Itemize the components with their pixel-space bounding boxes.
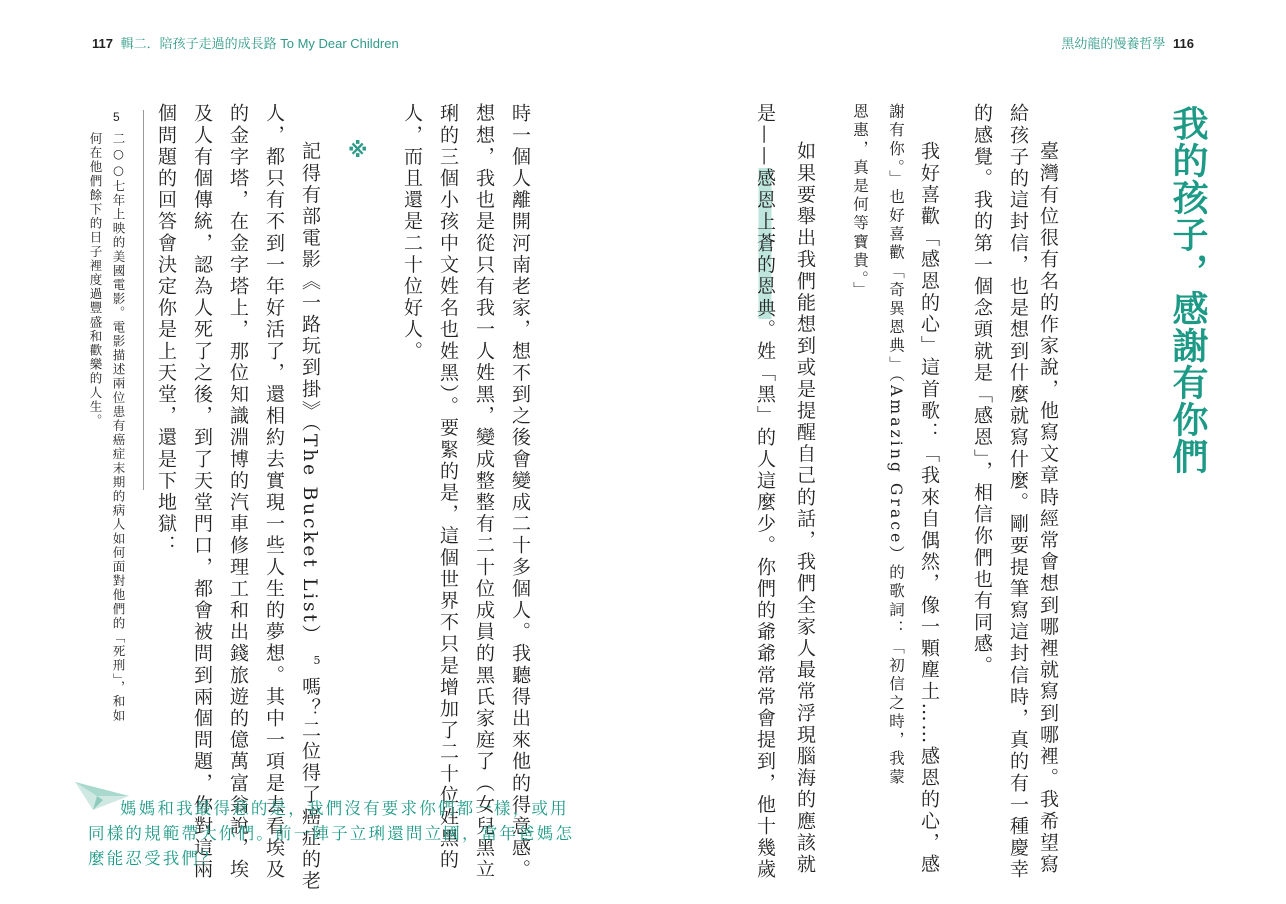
left-p2-line3: 的金字塔，在金字塔上，那位知識淵博的汽車修理工和出錢旅遊的億萬富翁說，埃 xyxy=(227,103,249,881)
right-p1-line3: 的感覺。我的第一個念頭就是「感恩」，相信你們也有同感。 xyxy=(971,103,993,677)
right-p2-line3: 恩惠，真是何等寶貴。」 xyxy=(851,103,869,300)
chapter-title: 我的孩子，感謝有你們 xyxy=(1167,105,1208,475)
footnote-reference: 5 xyxy=(313,654,324,668)
left-page-number: 117 xyxy=(92,36,113,51)
left-running-header xyxy=(88,33,399,52)
footnote-rule xyxy=(143,110,144,490)
left-p2-line1-start: 記得有部電影《一路玩到掛》（The Bucket List） xyxy=(299,141,321,647)
left-p1-line4: 人，而且還是二十位好人。 xyxy=(401,103,423,363)
right-p3-line2 xyxy=(750,103,780,881)
left-p2-line4: 及人有個傳統，認為人死了之後，到了天堂門口，都會被問到兩個問題，你對這兩 xyxy=(191,103,213,881)
left-p1-line3: 琍的三個小孩中文姓名也姓黑）。要緊的是，這個世界不只是增加了二十位姓黑的 xyxy=(437,103,459,872)
footnote-number: 5 xyxy=(113,110,120,124)
right-running-header xyxy=(1061,33,1198,52)
side-note-line3: 麼能忍受我們？ xyxy=(88,849,219,868)
left-p1-line1: 時一個人離開河南老家，想不到之後會變成二十多個人。我聽得出來他的得意感。 xyxy=(509,103,531,881)
left-p2-line1 xyxy=(295,103,325,892)
side-note-line2: 同樣的規範帶大你們。前一陣子立琍還問立國，當年爸媽怎 xyxy=(88,824,575,843)
footnote-line1: 二○○七年上映的美國電影。電影描述兩位患有癌症末期的病人如何面對他們的「死刑」，和如 xyxy=(111,132,126,723)
right-header-title: 黑幼龍的慢養哲學 xyxy=(1061,36,1166,51)
right-page-number: 116 xyxy=(1173,36,1194,51)
right-p1-line2: 給孩子的這封信，也是想到什麼就寫什麼。剛要提筆寫這封信時，真的有一種慶幸 xyxy=(1007,103,1029,881)
left-p2-line1-end: 嗎？二位得了癌症的老 xyxy=(299,676,321,893)
right-p3-line2-start: 是—— xyxy=(754,103,776,168)
right-p3-line2-end: 。姓「黑」的人這麼少。你們的爺爺常常會提到，他十幾歲 xyxy=(754,319,776,881)
section-separator: ※ xyxy=(348,138,368,162)
right-p3-line1: 如果要舉出我們能想到或是提醒自己的話，我們全家人最常浮現腦海的應該就 xyxy=(794,141,816,876)
highlighted-phrase: 感恩上蒼的恩典 xyxy=(754,167,776,320)
left-header-title: 輯二．陪孩子走過的成長路 To My Dear Children xyxy=(120,36,399,51)
left-p2-line5: 個問題的回答會決定你是上天堂，還是下地獄： xyxy=(155,103,177,557)
left-p1-line2: 想想，我也是從只有我一人姓黑，變成整整有二十位成員的黑氏家庭了（女兒黑立 xyxy=(473,103,495,881)
footnote-line2: 何在他們餘下的日子裡度過豐盛和歡樂的人生。 xyxy=(88,132,103,429)
right-p2-line1: 我好喜歡「感恩的心」這首歌：「我來自偶然，像一顆塵土……感恩的心，感 xyxy=(918,141,940,876)
side-note-line1: 媽媽和我最得意的是，我們沒有要求你們都一樣，或用 xyxy=(120,799,569,818)
left-p2-line2: 人，都只有不到一年好活了，還相約去實現一些人生的夢想。其中一項是去看埃及 xyxy=(263,103,285,881)
right-p1-line1: 臺灣有位很有名的作家說，他寫文章時經常會想到哪裡就寫到哪裡。我希望寫 xyxy=(1037,141,1059,876)
right-p2-line2: 謝有你。」也好喜歡「奇異恩典」（Amazing Grace）的歌詞：「初信之時，我蒙 xyxy=(887,103,905,788)
